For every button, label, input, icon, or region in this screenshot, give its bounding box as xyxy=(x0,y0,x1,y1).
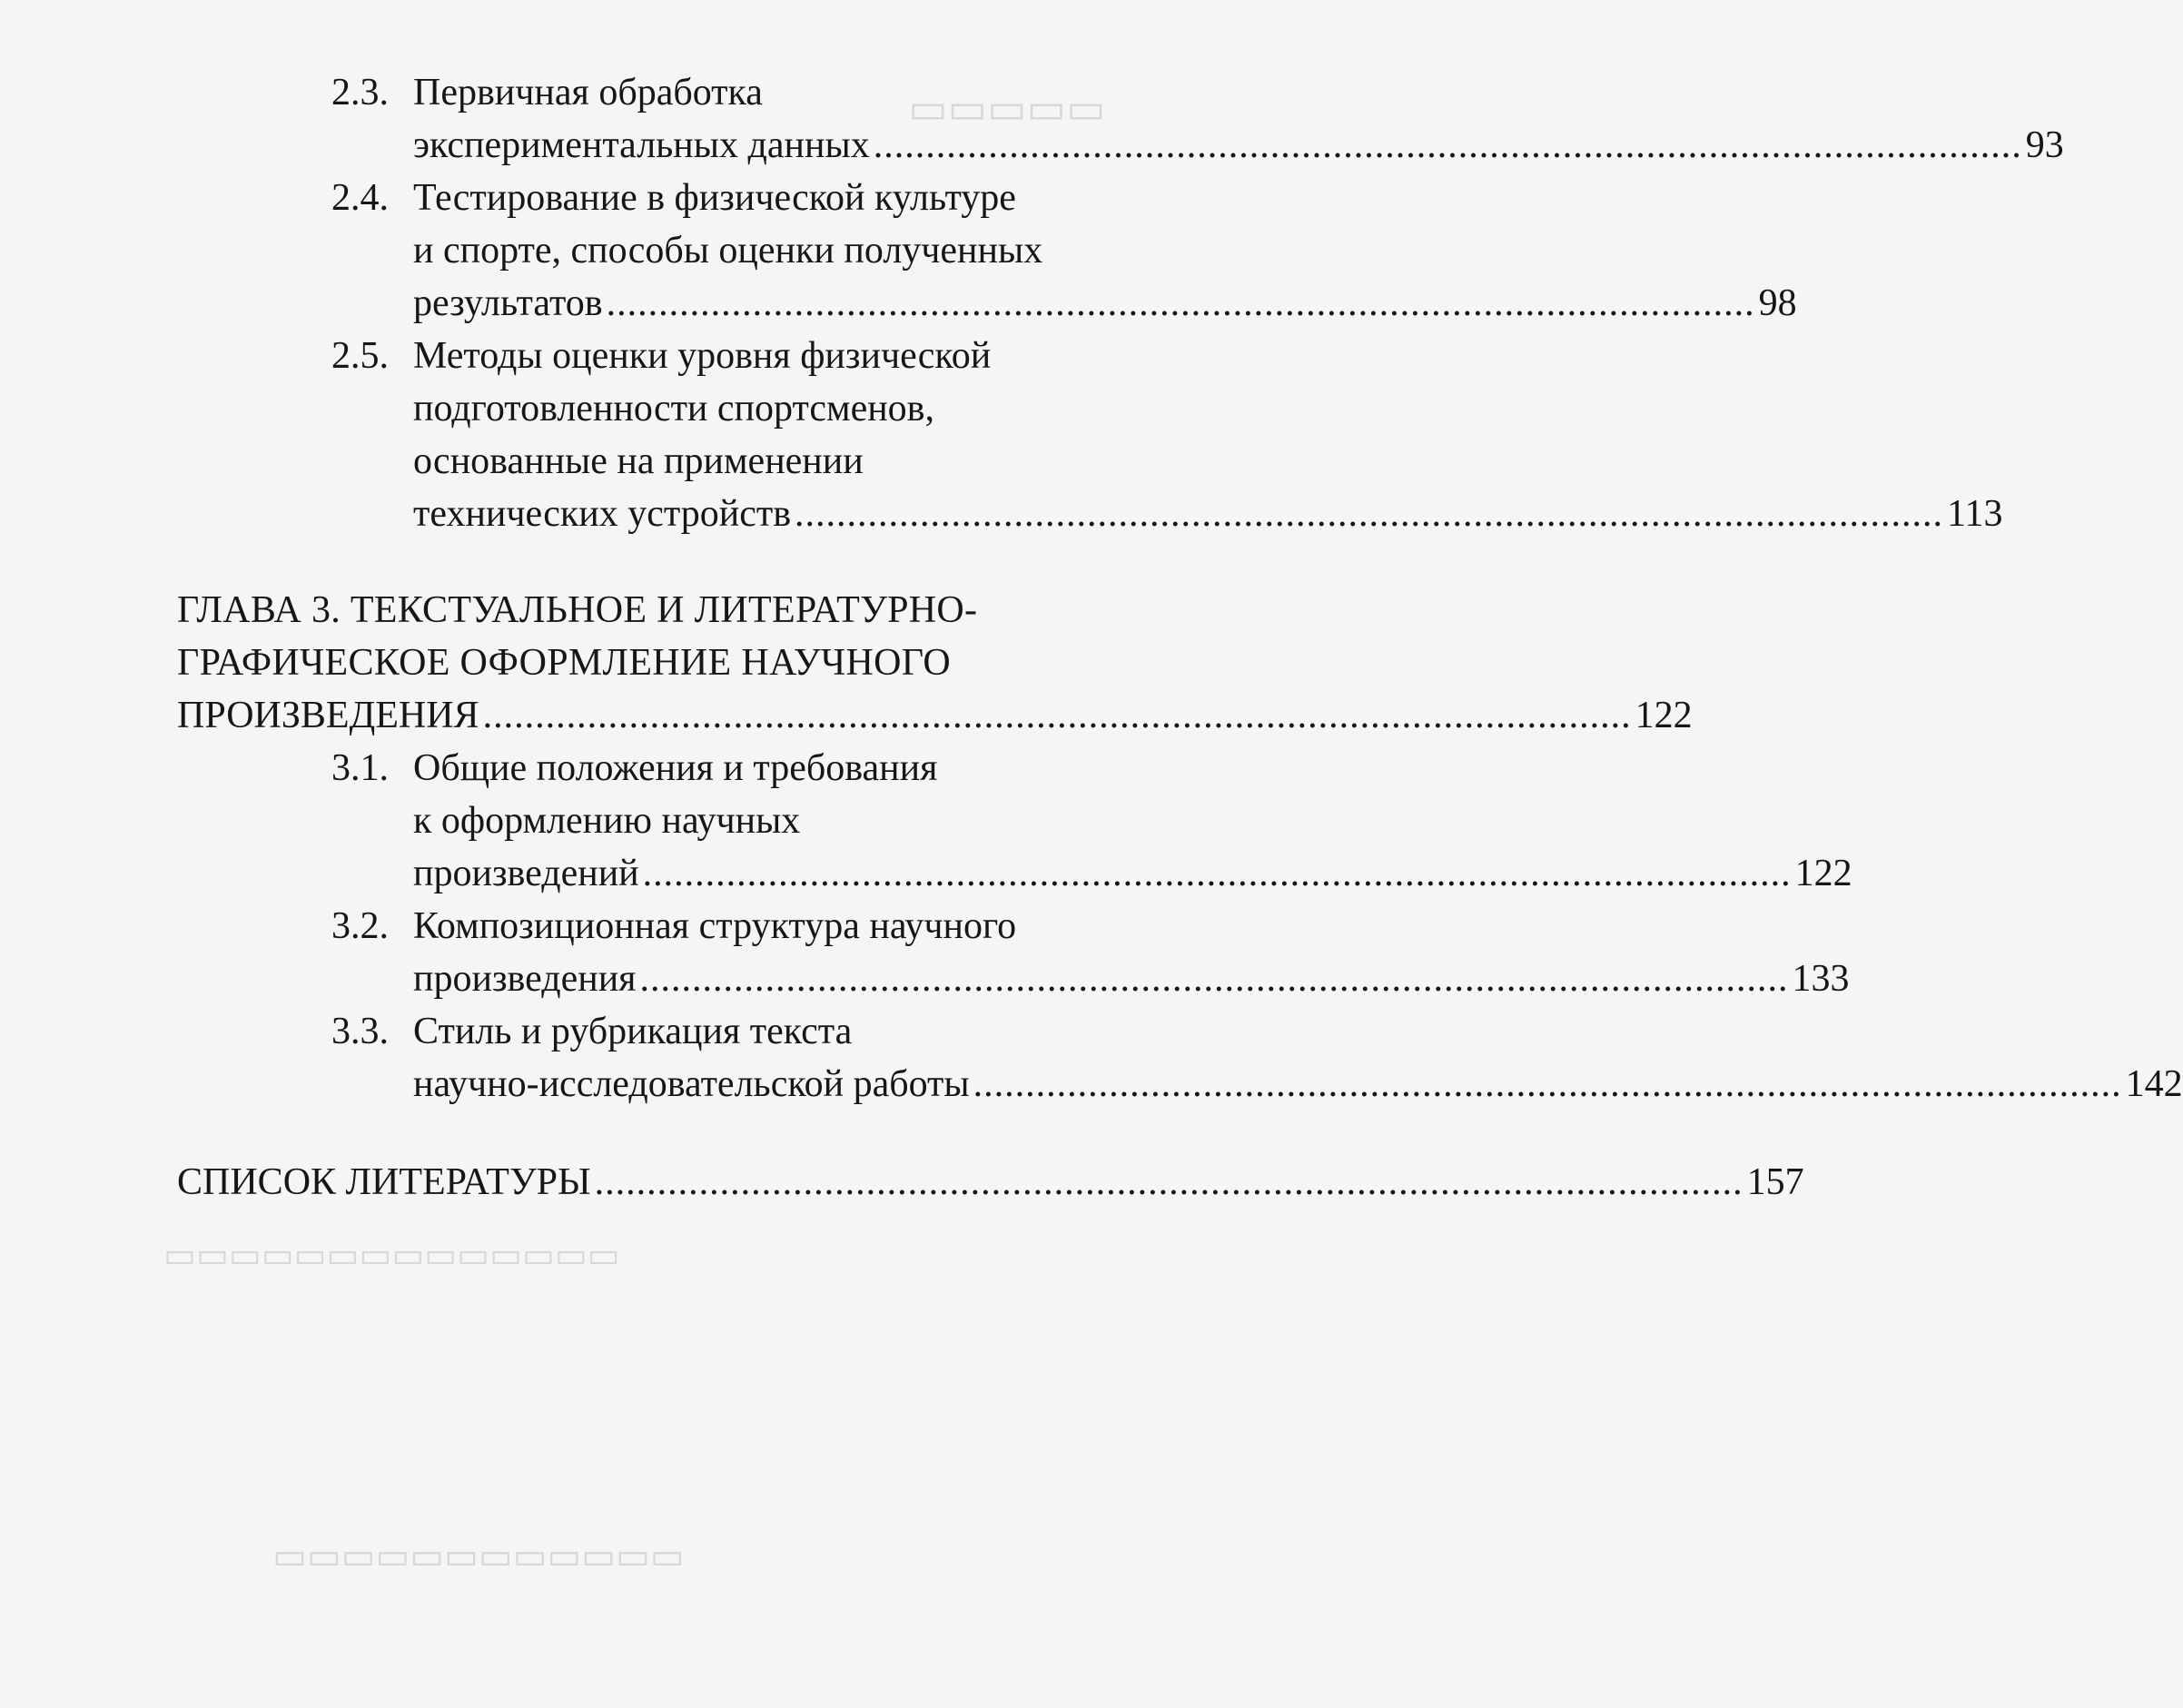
section-title: Стиль и рубрикация текста xyxy=(413,1011,853,1052)
page-number: 113 xyxy=(1947,493,2003,535)
toc-entry-references[interactable] xyxy=(177,1159,1804,1206)
section-title: Тестирование в физической культуре xyxy=(413,177,1016,219)
toc-entry-2-5-line4[interactable] xyxy=(413,490,2003,538)
page-number: 122 xyxy=(1635,695,1693,736)
leader-dots: .............................................................................................................. xyxy=(482,695,1632,736)
page-number: 157 xyxy=(1746,1161,1804,1203)
toc-entry-3-1-line2 xyxy=(413,797,800,844)
toc-entry-2-3-line2[interactable] xyxy=(413,122,2064,169)
leader-dots: .............................................................................................................. xyxy=(973,1063,2122,1105)
section-title: подготовленности спортсменов, xyxy=(413,388,935,429)
toc-entry-3-2-line2[interactable] xyxy=(413,955,1850,1002)
section-number: 3.3. xyxy=(331,1011,389,1052)
show-through-mark: ▭▭▭▭▭ xyxy=(908,85,1106,132)
section-number: 3.1. xyxy=(331,747,389,789)
toc-entry-3-3-line2[interactable] xyxy=(413,1061,2183,1108)
section-number: 2.3. xyxy=(331,72,389,114)
chapter-3-title-line1: ГЛАВА 3. ТЕКСТУАЛЬНОЕ И ЛИТЕРАТУРНО- xyxy=(177,589,978,631)
leader-dots: .............................................................................................................. xyxy=(873,124,2022,166)
chapter-title: ПРОИЗВЕДЕНИЯ xyxy=(177,695,479,736)
show-through-mark: ▭▭▭▭▭▭▭▭▭▭▭▭ xyxy=(272,1535,685,1576)
leader-dots: .............................................................................................................. xyxy=(642,853,1792,894)
section-title: Первичная обработка xyxy=(413,72,763,114)
toc-entry-2-4-line2 xyxy=(413,227,1042,274)
section-title: Композиционная структура научного xyxy=(413,905,1017,947)
section-number: 3.2. xyxy=(331,905,389,947)
toc-entry-2-5-line2 xyxy=(413,385,934,432)
section-title: и спорте, способы оценки полученных xyxy=(413,230,1043,272)
section-title: произведения xyxy=(413,958,637,1000)
show-through-mark: ▭▭▭▭▭▭▭▭▭▭▭▭▭▭ xyxy=(163,1237,620,1275)
chapter-3-title-line2: ГРАФИЧЕСКОЕ ОФОРМЛЕНИЕ НАУЧНОГО xyxy=(177,642,951,684)
page-number: 93 xyxy=(2025,124,2064,166)
toc-entry-3-3-line1 xyxy=(331,1008,852,1055)
section-title: научно-исследовательской работы xyxy=(413,1063,970,1105)
toc-entry-2-4-line1 xyxy=(331,174,1016,222)
references-title: СПИСОК ЛИТЕРАТУРЫ xyxy=(177,1161,591,1203)
leader-dots: .............................................................................................................. xyxy=(606,282,1755,324)
section-title: Методы оценки уровня физической xyxy=(413,335,992,377)
toc-entry-2-5-line1 xyxy=(331,332,991,380)
toc-entry-3-2-line1 xyxy=(331,903,1016,950)
section-title: основанные на применении xyxy=(413,440,864,482)
leader-dots: .............................................................................................................. xyxy=(639,958,1789,1000)
section-title: экспериментальных данных xyxy=(413,124,870,166)
section-title: произведений xyxy=(413,853,639,894)
section-number: 2.5. xyxy=(331,335,389,377)
chapter-3-title-line3[interactable] xyxy=(177,692,1693,739)
toc-entry-2-4-line3[interactable] xyxy=(413,280,1797,327)
toc-entry-2-3-line1 xyxy=(331,69,763,116)
page-number: 98 xyxy=(1758,282,1797,324)
section-title: к оформлению научных xyxy=(413,800,801,842)
page-number: 122 xyxy=(1794,853,1852,894)
page-number: 133 xyxy=(1792,958,1850,1000)
section-number: 2.4. xyxy=(331,177,389,219)
page-number: 142 xyxy=(2125,1063,2183,1105)
leader-dots: .............................................................................................................. xyxy=(795,493,1944,535)
toc-entry-2-5-line3 xyxy=(413,438,864,485)
section-title: технических устройств xyxy=(413,493,792,535)
section-title: Общие положения и требования xyxy=(413,747,938,789)
section-title: результатов xyxy=(413,282,603,324)
toc-entry-3-1-line1 xyxy=(331,745,937,792)
toc-entry-3-1-line3[interactable] xyxy=(413,850,1852,897)
leader-dots: .............................................................................................................. xyxy=(594,1161,1743,1203)
